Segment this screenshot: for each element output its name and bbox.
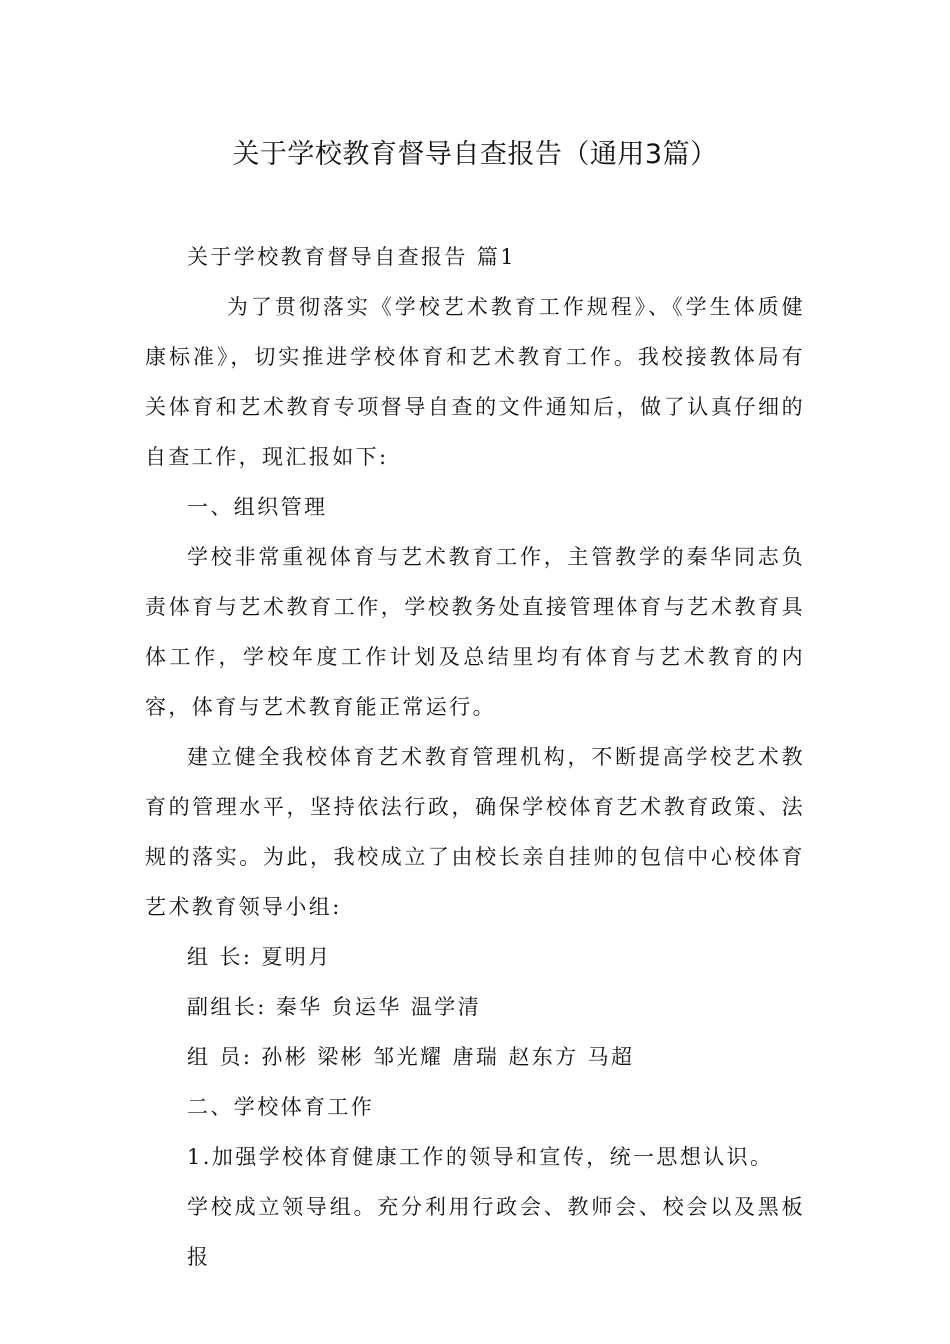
members-line: 组 员: 孙彬 梁彬 邹光耀 唐瑞 赵东方 马超 bbox=[187, 1045, 635, 1069]
paragraph-management: 学校非常重视体育与艺术教育工作，主管教学的秦华同志负责体育与艺术教育工作，学校教务处直接管理体育与艺术教育具体工作，学校年度工作计划及总结里均有体育与艺术教育的内容，体育与艺术教育能正常运行。 bbox=[145, 545, 805, 719]
paragraph-leadership-group: 建立健全我校体育艺术教育管理机构，不断提高学校艺术教育的管理水平，坚持依法行政，确保学校体育艺术教育政策、法规的落实。为此，我校成立了由校长亲自挂帅的包信中心校体育艺术教育领导小组: bbox=[145, 745, 805, 919]
vice-leaders-line: 副组长: 秦华 贠运华 温学清 bbox=[187, 995, 482, 1019]
paragraph-sports-group: 学校成立领导组。充分利用行政会、教师会、校会以及黑板报 bbox=[187, 1195, 805, 1269]
section-heading: 关于学校教育督导自查报告 篇1 bbox=[187, 245, 517, 269]
document-title: 关于学校教育督导自查报告（通用3篇） bbox=[232, 139, 718, 170]
heading-organization: 一、组织管理 bbox=[187, 495, 328, 519]
heading-sports: 二、学校体育工作 bbox=[187, 1095, 375, 1119]
intro-paragraph: 为了贯彻落实《学校艺术教育工作规程》、《学生体质健康标准》，切实推进学校体育和艺术教育工作。我校接教体局有关体育和艺术教育专项督导自查的文件通知后，做了认真仔细的自查工作，现汇报如下: bbox=[145, 295, 805, 469]
document-body bbox=[145, 232, 805, 1282]
list-item-1: 1.加强学校体育健康工作的领导和宣传，统一思想认识。 bbox=[187, 1145, 774, 1169]
leader-line: 组 长: 夏明月 bbox=[187, 945, 332, 969]
